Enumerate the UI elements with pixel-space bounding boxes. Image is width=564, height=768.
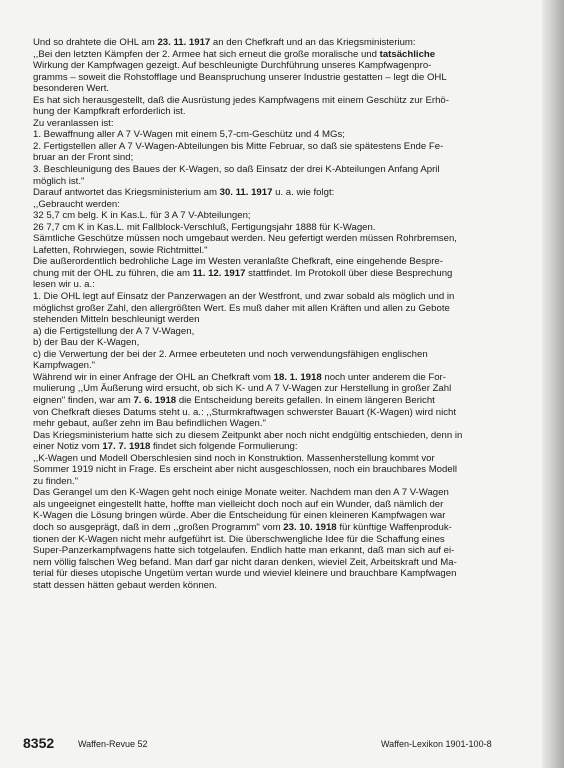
text-run: Darauf antwortet das Kriegsministerium am xyxy=(33,187,220,199)
text-line xyxy=(33,256,535,268)
text-line xyxy=(33,303,535,315)
text-run: 3. Beschleunigung des Baues der K-Wagen, so daß Einsatz der drei K-Abteilungen Anfang April xyxy=(33,164,440,176)
text-line xyxy=(33,222,535,234)
text-run: möglich ist." xyxy=(33,175,85,187)
text-line xyxy=(33,72,535,84)
text-line xyxy=(33,233,535,245)
text-line xyxy=(33,372,535,384)
text-run: ,,Bei den letzten Kämpfen der 2. Armee hat sich erneut die große moralische und xyxy=(33,48,380,60)
text-line xyxy=(33,279,535,291)
bold-date: 11. 12. 1917 xyxy=(192,267,246,279)
text-line xyxy=(33,441,535,453)
text-line xyxy=(33,545,535,557)
text-run: von Chefkraft dieses Datums steht u. a.: ,,Sturmkraftwagen schwerster Bauart (K-Wagen) wird nicht xyxy=(33,406,457,418)
text-line xyxy=(33,557,535,569)
text-run: 1. Bewaffnung aller A 7 V-Wagen mit einem 5,7-cm-Geschütz und 4 MGs; xyxy=(33,129,345,141)
text-run: findet sich folgende Formulierung: xyxy=(150,441,298,453)
text-run: K-Wagen die Lösung bringen würde. Aber die Entscheidung für einen kleineren Kampfwagen war xyxy=(33,510,446,522)
text-line xyxy=(33,314,535,326)
text-line xyxy=(33,141,535,153)
text-run: besonderen Wert. xyxy=(33,83,110,95)
text-line xyxy=(33,164,535,176)
text-line xyxy=(33,176,535,188)
article-body xyxy=(33,37,535,591)
text-line xyxy=(33,487,535,499)
text-line xyxy=(33,430,535,442)
text-line xyxy=(33,580,535,592)
text-run: mehr gebaut, außer zehn im Bau befindlichen Wagen." xyxy=(33,418,266,430)
bold-date: 30. 11. 1917 xyxy=(219,187,273,199)
text-run: gramms – soweit die Rohstofflage und Beanspruchung unserer Industrie gestatten – legt die OHL xyxy=(33,71,447,83)
text-line xyxy=(33,268,535,280)
text-run: bruar an der Front sind; xyxy=(33,152,134,164)
text-run: c) die Verwertung der bei der 2. Armee erbeuteten und noch verwendungsfähigen englischen xyxy=(33,348,428,360)
text-line xyxy=(33,395,535,407)
text-run: lesen wir u. a.: xyxy=(33,279,95,291)
text-line xyxy=(33,360,535,372)
text-run: als ungeeignet eingestellt hatte, hoffte man vielleicht doch noch auf ein Wunder, daß nämlich der xyxy=(33,498,444,510)
text-line xyxy=(33,349,535,361)
text-line xyxy=(33,49,535,61)
text-line xyxy=(33,60,535,72)
text-run: hung der Kampfkraft erforderlich ist. xyxy=(33,106,186,118)
text-run: Lafetten, Rohrwiegen, sowie Richtmittel." xyxy=(33,244,208,256)
text-run: stattfindet. Im Protokoll über diese Besprechung xyxy=(245,267,453,279)
text-run: tionen der K-Wagen nicht mehr aufgeführt ist. Die überschwengliche Idee für die Schaffung eines xyxy=(33,533,445,545)
text-line xyxy=(33,522,535,534)
page-edge-shadow xyxy=(542,0,564,768)
text-run: Sommer 1919 nicht in Frage. Es erscheint aber nicht ausgeschlossen, noch ein brauchbares Modell xyxy=(33,464,457,476)
text-run: a) die Fertigstellung der A 7 V-Wagen, xyxy=(33,325,195,337)
bold-date: 17. 7. 1918 xyxy=(102,441,151,453)
bold-date: 18. 1. 1918 xyxy=(273,371,322,383)
text-line xyxy=(33,199,535,211)
text-run: Wirkung der Kampfwagen gezeigt. Auf beschleunigte Durchführung unseres Kampfwagenpro- xyxy=(33,60,432,72)
lexicon-reference: Waffen-Lexikon 1901-100-8 xyxy=(381,739,492,749)
text-line xyxy=(33,187,535,199)
text-run: stehenden Mitteln beschleunigt werden xyxy=(33,314,200,326)
text-run: Sämtliche Geschütze müssen noch umgebaut werden. Neu gefertigt werden müssen Rohrbremsen, xyxy=(33,233,457,245)
text-line xyxy=(33,118,535,130)
text-run: möglichst großer Zahl, den allergrößten Wert. Es muß daher mit allen Kräften und allen zu Gebote xyxy=(33,302,450,314)
text-line xyxy=(33,510,535,522)
text-line xyxy=(33,453,535,465)
text-run: u. a. wie folgt: xyxy=(272,187,335,199)
text-run: Und so drahtete die OHL am xyxy=(33,37,158,48)
text-run: chung mit der OHL zu führen, die am xyxy=(33,267,193,279)
bold-date: tatsächliche xyxy=(379,48,436,60)
text-line xyxy=(33,383,535,395)
text-line xyxy=(33,568,535,580)
text-run: für künftige Waffenproduk- xyxy=(336,521,452,533)
text-run: einer Notiz vom xyxy=(33,441,103,453)
text-run: Kampfwagen." xyxy=(33,360,96,372)
text-run: eignen" finden, war am xyxy=(33,394,134,406)
text-line xyxy=(33,37,535,49)
text-run: ,,Gebraucht werden: xyxy=(33,198,120,210)
text-line xyxy=(33,291,535,303)
text-run: Das Gerangel um den K-Wagen geht noch einige Monate weiter. Nachdem man den A 7 V-Wagen xyxy=(33,487,449,499)
text-run: 32 5,7 cm belg. K in Kas.L. für 3 A 7 V-Abteilungen; xyxy=(33,210,251,222)
text-run: ,,K-Wagen und Modell Oberschlesien sind noch in Konstruktion. Massenherstellung kommt vor xyxy=(33,452,435,464)
text-line xyxy=(33,129,535,141)
text-line xyxy=(33,418,535,430)
text-run: mulierung ,,Um Äußerung wird ersucht, ob sich K- und A 7 V-Wagen zur Herstellung in großer Zahl xyxy=(33,383,452,395)
text-line xyxy=(33,83,535,95)
page-number: 8352 xyxy=(23,735,55,751)
text-run: terial für dieses utopische Ungetüm vertan wurde und wieviel kleinere und brauchbare Kampfwagen xyxy=(33,568,457,580)
text-run: Während wir in einer Anfrage der OHL an Chefkraft vom xyxy=(33,371,274,383)
journal-name: Waffen-Revue 52 xyxy=(78,739,148,749)
bold-date: 23. 11. 1917 xyxy=(157,37,211,48)
text-run: doch so ausgeprägt, daß in dem ,,großen Programm" vom xyxy=(33,521,284,533)
text-line xyxy=(33,106,535,118)
bold-date: 23. 10. 1918 xyxy=(283,521,337,533)
text-line xyxy=(33,476,535,488)
text-line xyxy=(33,337,535,349)
text-line xyxy=(33,464,535,476)
text-line xyxy=(33,245,535,257)
text-run: nem völlig falschen Weg befand. Man darf gar nicht daran denken, wieviel Zeit, Arbeitskraft und Ma- xyxy=(33,556,457,568)
text-run: b) der Bau der K-Wagen, xyxy=(33,337,140,349)
text-line xyxy=(33,152,535,164)
bold-date: 7. 6. 1918 xyxy=(133,394,177,406)
text-line xyxy=(33,95,535,107)
text-run: statt dessen hätten gebaut werden können. xyxy=(33,579,218,591)
text-run: an den Chefkraft und an das Kriegsministerium: xyxy=(210,37,416,48)
text-line xyxy=(33,534,535,546)
text-run: zu finden." xyxy=(33,475,79,487)
text-run: die Entscheidung bereits gefallen. In einem längeren Bericht xyxy=(176,394,435,406)
text-run: Zu veranlassen ist: xyxy=(33,117,114,129)
text-run: Super-Panzerkampfwagens hatte sich totgelaufen. Endlich hatte man erkannt, daß man sich auf ei- xyxy=(33,545,455,557)
text-line xyxy=(33,210,535,222)
text-line xyxy=(33,499,535,511)
text-run: 1. Die OHL legt auf Einsatz der Panzerwagen an der Westfront, und zwar sobald als möglich und in xyxy=(33,291,455,303)
text-run: 2. Fertigstellen aller A 7 V-Wagen-Abteilungen bis Mitte Februar, so daß sie spätestens Ende Fe- xyxy=(33,140,444,152)
text-run: 26 7,7 cm K in Kas.L. mit Fallblock-Verschluß, Fertigungsjahr 1888 für K-Wagen. xyxy=(33,221,376,233)
text-run: Es hat sich herausgestellt, daß die Ausrüstung jedes Kampfwagens mit einem Geschütz zur Erhö- xyxy=(33,94,449,106)
text-run: Das Kriegsministerium hatte sich zu diesem Zeitpunkt aber noch nicht endgültig entschieden, denn in xyxy=(33,429,463,441)
text-line xyxy=(33,326,535,338)
text-run: Die außerordentlich bedrohliche Lage im Westen veranlaßte Chefkraft, eine eingehende Bespre- xyxy=(33,256,443,268)
text-run: noch unter anderem die For- xyxy=(321,371,446,383)
text-line xyxy=(33,407,535,419)
